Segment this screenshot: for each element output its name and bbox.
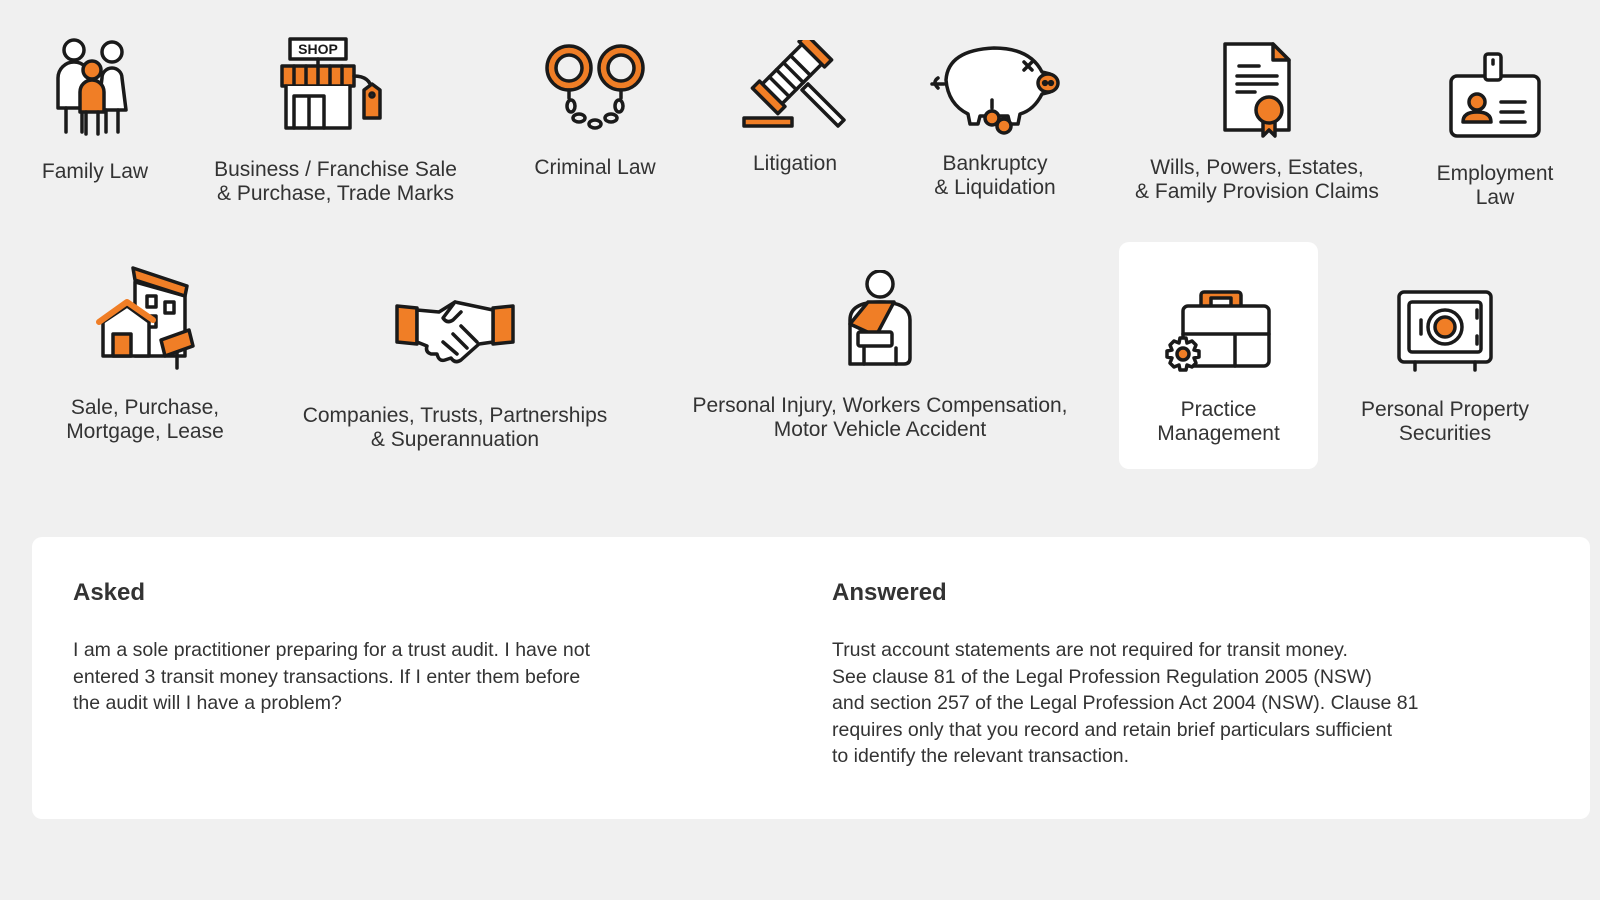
certificate-icon bbox=[1217, 40, 1297, 140]
tile-label: Bankruptcy & Liquidation bbox=[934, 152, 1056, 199]
tile-label: Employment Law bbox=[1436, 162, 1554, 209]
tile-sale-purchase[interactable] bbox=[55, 262, 235, 444]
tile-business-franchise[interactable] bbox=[198, 36, 473, 206]
tile-criminal-law[interactable] bbox=[515, 40, 675, 180]
tile-companies-trusts[interactable] bbox=[290, 296, 620, 452]
handcuffs-icon bbox=[543, 40, 647, 134]
tile-label: Litigation bbox=[752, 152, 838, 175]
tile-label: Criminal Law bbox=[534, 156, 656, 179]
tile-label: Personal Property Securities bbox=[1360, 398, 1530, 445]
property-icon bbox=[95, 262, 195, 372]
family-icon bbox=[50, 36, 140, 136]
shop-sign-text: SHOP bbox=[297, 41, 338, 57]
tile-label: Practice Management bbox=[1157, 398, 1280, 445]
id-badge-icon bbox=[1445, 50, 1545, 140]
tile-employment-law[interactable] bbox=[1410, 50, 1580, 210]
briefcase-gear-icon bbox=[1163, 288, 1275, 374]
injured-person-icon bbox=[840, 270, 920, 370]
tile-label: Sale, Purchase, Mortgage, Lease bbox=[66, 396, 224, 443]
tile-label: Companies, Trusts, Partnerships & Superannuation bbox=[302, 404, 608, 451]
tile-label: Business / Franchise Sale & Purchase, Trade Marks bbox=[214, 158, 457, 205]
tile-label: Personal Injury, Workers Compensation, Motor Vehicle Accident bbox=[692, 394, 1068, 441]
tile-personal-injury[interactable] bbox=[670, 270, 1090, 442]
safe-icon bbox=[1395, 288, 1495, 372]
handshake-icon bbox=[395, 296, 515, 366]
tile-practice-management[interactable] bbox=[1119, 242, 1318, 469]
piggy-bank-icon bbox=[930, 40, 1060, 136]
asked-section bbox=[73, 579, 753, 717]
gavel-icon bbox=[740, 40, 850, 132]
tile-litigation[interactable] bbox=[720, 40, 870, 176]
answered-heading: Answered bbox=[832, 579, 947, 606]
tile-label: Family Law bbox=[41, 160, 149, 183]
answered-text: Trust account statements are not required for transit money. See clause 81 of the Legal Profession Regulation 2005 (NSW) and section 257 of the Legal Profession Act 2004 (NSW). Clause 81 requires only that you record and retain brief particulars sufficient to identify the relevant transaction. bbox=[832, 639, 1419, 767]
tile-bankruptcy[interactable] bbox=[910, 40, 1080, 200]
shop-icon bbox=[276, 36, 396, 132]
asked-heading: Asked bbox=[73, 579, 146, 606]
tile-wills-estates[interactable] bbox=[1112, 40, 1402, 204]
answered-section bbox=[832, 579, 1552, 770]
tile-family-law[interactable] bbox=[20, 36, 170, 184]
tile-label: Wills, Powers, Estates, & Family Provision Claims bbox=[1135, 156, 1379, 203]
asked-text: I am a sole practitioner preparing for a trust audit. I have not entered 3 transit money transactions. If I enter them before the audit will I have a problem? bbox=[73, 639, 591, 714]
qa-card bbox=[32, 537, 1590, 819]
tile-personal-property-securities[interactable] bbox=[1340, 288, 1550, 446]
